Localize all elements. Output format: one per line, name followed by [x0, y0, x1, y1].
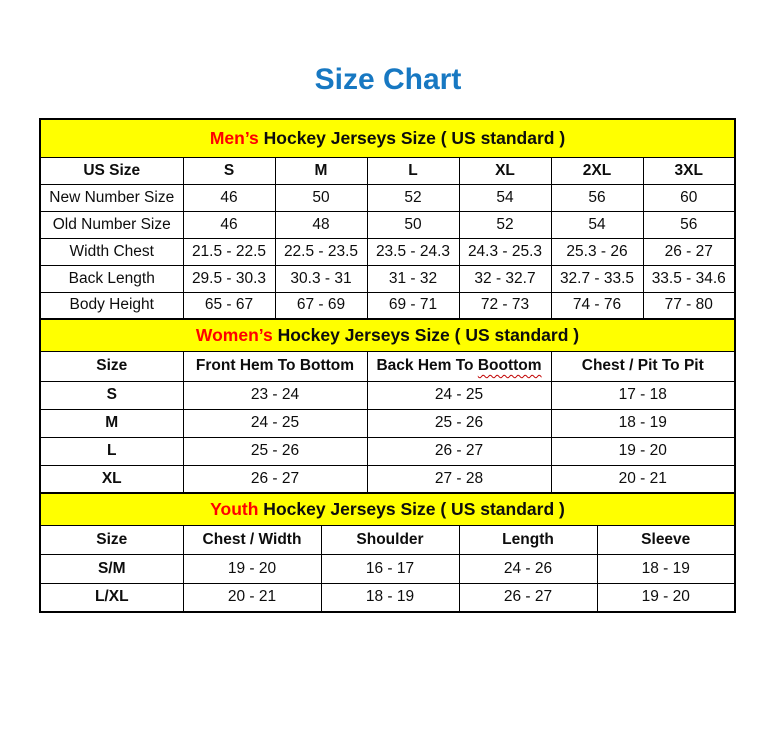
size-value-cell: 23 - 24	[183, 381, 367, 409]
column-header: Sleeve	[597, 525, 735, 554]
row-label: L	[40, 437, 183, 465]
womens-caption-row	[40, 319, 735, 351]
row-label: XL	[40, 465, 183, 493]
size-value-cell: 46	[183, 211, 275, 238]
size-value-cell: 67 - 69	[275, 292, 367, 319]
size-value-cell: 60	[643, 184, 735, 211]
size-value-cell: 20 - 21	[551, 465, 735, 493]
row-label: Width Chest	[40, 238, 183, 265]
size-value-cell: 19 - 20	[551, 437, 735, 465]
table-row	[40, 211, 735, 238]
size-value-cell: 26 - 27	[367, 437, 551, 465]
misspelled-word: Boottom	[477, 357, 542, 374]
column-header: Front Hem To Bottom	[183, 351, 367, 381]
table-row	[40, 265, 735, 292]
row-label: Back Length	[40, 265, 183, 292]
size-value-cell: 52	[367, 184, 459, 211]
youth-header-row	[40, 525, 735, 554]
youth-size-table	[39, 492, 736, 613]
size-value-cell: 52	[459, 211, 551, 238]
mens-caption-highlight: Men’s	[209, 127, 259, 148]
table-row	[40, 554, 735, 583]
column-header: 2XL	[551, 157, 643, 184]
mens-caption-text: Hockey Jerseys Size ( US standard )	[258, 127, 566, 148]
size-value-cell: 77 - 80	[643, 292, 735, 319]
size-value-cell: 54	[551, 211, 643, 238]
size-value-cell: 25 - 26	[183, 437, 367, 465]
mens-header-row	[40, 157, 735, 184]
table-row	[40, 437, 735, 465]
size-value-cell: 16 - 17	[321, 554, 459, 583]
size-value-cell: 24 - 25	[367, 381, 551, 409]
column-header: Shoulder	[321, 525, 459, 554]
column-header: M	[275, 157, 367, 184]
column-header: Chest / Width	[183, 525, 321, 554]
size-value-cell: 24 - 26	[459, 554, 597, 583]
row-label: S/M	[40, 554, 183, 583]
size-value-cell: 21.5 - 22.5	[183, 238, 275, 265]
youth-caption-text: Hockey Jerseys Size ( US standard )	[258, 498, 565, 519]
mens-size-table	[39, 118, 736, 320]
size-value-cell: 48	[275, 211, 367, 238]
size-value-cell: 50	[367, 211, 459, 238]
column-header: S	[183, 157, 275, 184]
mens-caption-row	[40, 119, 735, 157]
size-value-cell: 74 - 76	[551, 292, 643, 319]
table-row	[40, 465, 735, 493]
column-header: Size	[40, 525, 183, 554]
size-value-cell: 72 - 73	[459, 292, 551, 319]
womens-table-caption	[40, 319, 735, 351]
womens-header-row	[40, 351, 735, 381]
size-value-cell: 30.3 - 31	[275, 265, 367, 292]
size-value-cell: 18 - 19	[597, 554, 735, 583]
row-label: Body Height	[40, 292, 183, 319]
row-label: New Number Size	[40, 184, 183, 211]
size-value-cell: 29.5 - 30.3	[183, 265, 275, 292]
size-value-cell: 22.5 - 23.5	[275, 238, 367, 265]
womens-caption-highlight: Women’s	[195, 324, 273, 345]
column-header: L	[367, 157, 459, 184]
size-value-cell: 19 - 20	[597, 583, 735, 612]
size-value-cell: 25.3 - 26	[551, 238, 643, 265]
size-value-cell: 31 - 32	[367, 265, 459, 292]
youth-caption-highlight: Youth	[210, 498, 259, 519]
size-value-cell: 17 - 18	[551, 381, 735, 409]
column-header	[367, 351, 551, 381]
womens-size-table	[39, 318, 736, 494]
table-row	[40, 292, 735, 319]
column-header: 3XL	[643, 157, 735, 184]
table-row	[40, 381, 735, 409]
column-header: Chest / Pit To Pit	[551, 351, 735, 381]
column-header: Length	[459, 525, 597, 554]
table-row	[40, 409, 735, 437]
size-value-cell: 25 - 26	[367, 409, 551, 437]
youth-caption-row	[40, 493, 735, 525]
table-row	[40, 238, 735, 265]
column-header: US Size	[40, 157, 183, 184]
mens-table-caption	[40, 119, 735, 157]
row-label: S	[40, 381, 183, 409]
page-title: Size Chart	[314, 63, 462, 96]
size-chart-tables	[39, 118, 736, 613]
size-value-cell: 50	[275, 184, 367, 211]
size-value-cell: 24.3 - 25.3	[459, 238, 551, 265]
youth-table-caption	[40, 493, 735, 525]
size-value-cell: 18 - 19	[321, 583, 459, 612]
row-label: L/XL	[40, 583, 183, 612]
size-value-cell: 32 - 32.7	[459, 265, 551, 292]
size-value-cell: 26 - 27	[183, 465, 367, 493]
size-value-cell: 18 - 19	[551, 409, 735, 437]
size-value-cell: 56	[551, 184, 643, 211]
size-value-cell: 24 - 25	[183, 409, 367, 437]
size-value-cell: 26 - 27	[643, 238, 735, 265]
size-value-cell: 27 - 28	[367, 465, 551, 493]
size-value-cell: 19 - 20	[183, 554, 321, 583]
size-value-cell: 69 - 71	[367, 292, 459, 319]
size-value-cell: 65 - 67	[183, 292, 275, 319]
table-row	[40, 184, 735, 211]
table-row	[40, 583, 735, 612]
row-label: M	[40, 409, 183, 437]
row-label: Old Number Size	[40, 211, 183, 238]
size-value-cell: 32.7 - 33.5	[551, 265, 643, 292]
size-value-cell: 23.5 - 24.3	[367, 238, 459, 265]
womens-caption-text: Hockey Jerseys Size ( US standard )	[272, 324, 580, 345]
size-value-cell: 20 - 21	[183, 583, 321, 612]
size-value-cell: 56	[643, 211, 735, 238]
column-header: XL	[459, 157, 551, 184]
size-value-cell: 33.5 - 34.6	[643, 265, 735, 292]
column-header-text: Back Hem To	[376, 357, 478, 374]
size-value-cell: 54	[459, 184, 551, 211]
size-value-cell: 26 - 27	[459, 583, 597, 612]
size-value-cell: 46	[183, 184, 275, 211]
column-header: Size	[40, 351, 183, 381]
